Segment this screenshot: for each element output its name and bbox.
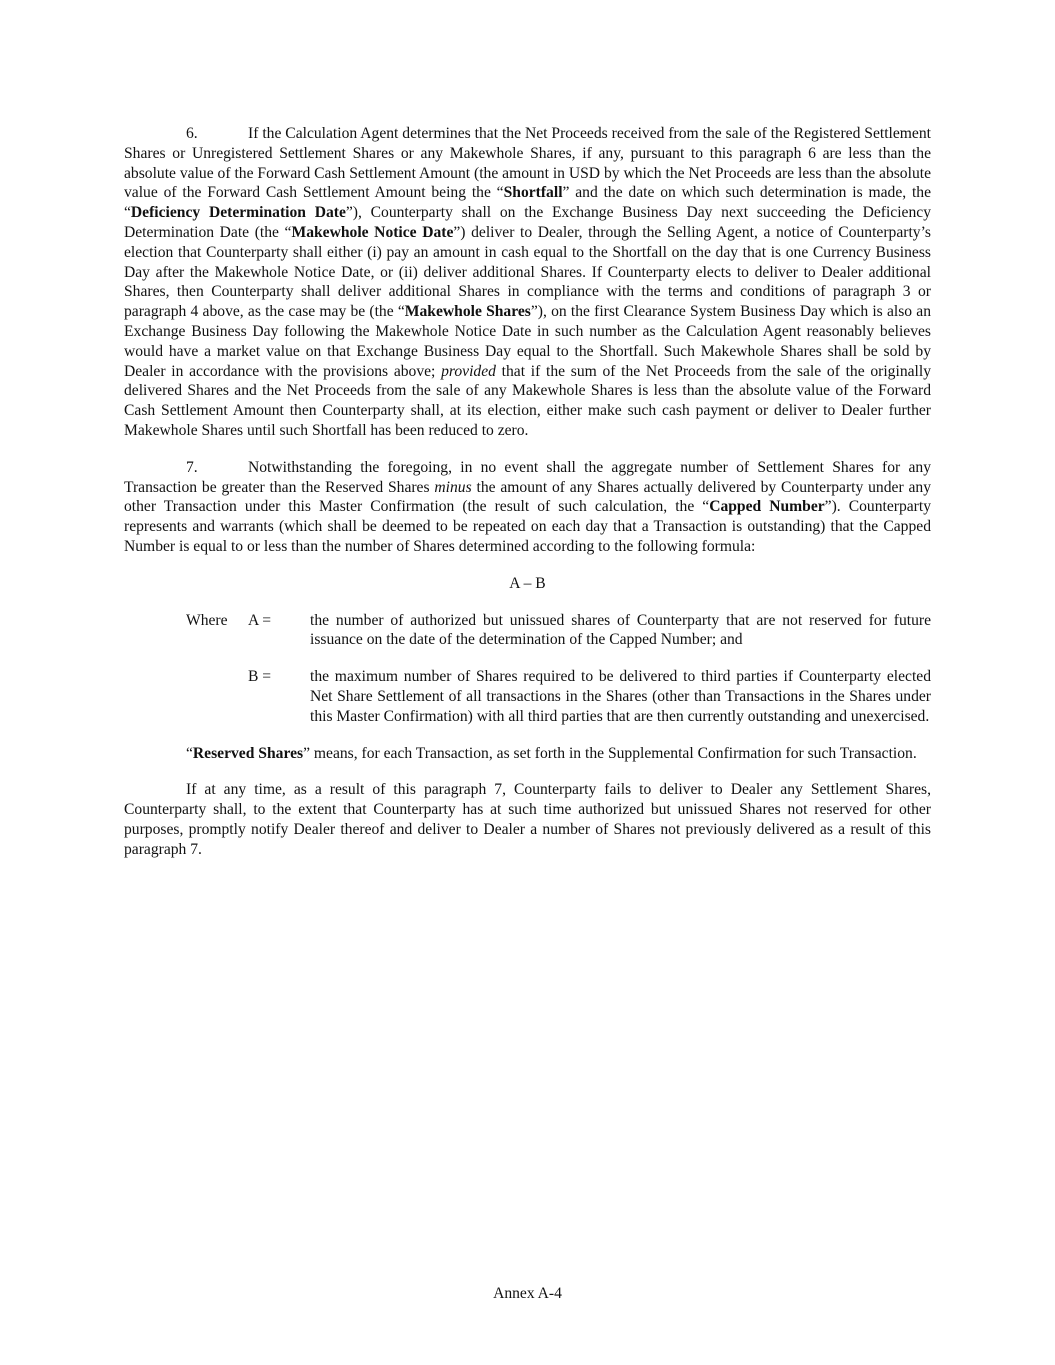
page-content (124, 124, 931, 860)
defined-term-deficiency-date: Deficiency Determination Date (130, 204, 346, 222)
final-paragraph: If at any time, as a result of this paragraph 7, Counterparty fails to deliver to Dealer any Settlement Shares, Counterparty shall, to the extent that Counterparty has at such time authorized but unissued Shares not reserved for other purposes, promptly notify Dealer thereof and deliver to Dealer a number of Shares not previously delivered as a result of this paragraph 7. (124, 781, 931, 858)
paragraph-number: 7. (186, 458, 198, 476)
defined-term-shortfall: Shortfall (503, 184, 563, 202)
defined-term-makewhole-shares: Makewhole Shares (404, 303, 531, 321)
variable-b-label: B = (248, 668, 272, 686)
definition-b (124, 667, 931, 726)
variable-a-label: A = (248, 611, 272, 629)
where-label: Where (186, 611, 228, 629)
italic-provided: provided (441, 362, 496, 380)
formula: A – B (509, 574, 546, 592)
paragraph-number: 6. (186, 125, 198, 142)
defined-term-reserved-shares: Reserved Shares (192, 744, 304, 762)
paragraph-7: 7. Notwithstanding the foregoing, in no event shall the aggregate number of Settlement Shares for any Transaction be greater than the Reserved Shares minus the amount of any Shares actually delivered by Counterparty under any other Transaction under this Master Confirmation (the result of such calculation, the “Capped Number”). Counterparty represents and warrants (which shall be deemed to be repeated on each day that a Transaction is outstanding) that the Capped Number is equal to or less than the number of Shares determined according to the following formula: (124, 458, 931, 555)
defined-term-capped-number: Capped Number (709, 498, 825, 516)
definition-a (124, 611, 931, 651)
defined-term-makewhole-notice-date: Makewhole Notice Date (291, 223, 454, 241)
reserved-shares-definition: “Reserved Shares” means, for each Transaction, as set forth in the Supplemental Confirmation for such Transaction. (186, 744, 917, 762)
italic-minus: minus (434, 478, 472, 496)
page-footer: Annex A-4 (493, 1285, 562, 1302)
paragraph-6: 6. If the Calculation Agent determines that the Net Proceeds received from the sale of the Registered Settlement Shares or Unregistered Settlement Shares or any Makewhole Shares, if any, pursuant to this paragraph 6 are less than the absolute value of the Forward Cash Settlement Amount (the amount in USD by which the Net Proceeds are less than the absolute value of the Forward Cash Settlement Amount being the “Shortfall” and the date on which such determination is made, the “Deficiency Determination Date”), Counterparty shall on the Exchange Business Day next succeeding the Deficiency Determination Date (the “Makewhole Notice Date”) deliver to Dealer, through the Selling Agent, a notice of Counterparty’s election that Counterparty shall either (i) pay an amount in cash equal to the Shortfall on the day that is one Currency Business Day after the Makewhole Notice Date, or (ii) deliver additional Shares. If Counterparty elects to deliver to Dealer additional Shares, then Counterparty shall deliver additional Shares in compliance with the terms and conditions of paragraph 3 or paragraph 4 above, as the case may be (the “Makewhole Shares”), on the first Clearance System Business Day which is also an Exchange Business Day following the Makewhole Notice Date in such number as the Calculation Agent reasonably believes would have a market value on that Exchange Business Day equal to the Shortfall. Such Makewhole Shares shall be sold by Dealer in accordance with the provisions above; provided that if the sum of the Net Proceeds from the sale of the originally delivered Shares and the Net Proceeds from the sale of any Makewhole Shares is less than the absolute value of the Forward Cash Settlement Amount then Counterparty shall, at its election, either make such cash payment or deliver to Dealer further Makewhole Shares until such Shortfall has been reduced to zero. (124, 125, 932, 439)
variable-b-text: the maximum number of Shares required to be delivered to third parties if Counterparty elected Net Share Settlement of all transactions in the Shares (other than Transactions in the Shares under this Master Confirmation) with all third parties that are then currently outstanding and unexercised. (310, 668, 931, 725)
variable-a-text: the number of authorized but unissued shares of Counterparty that are not reserved for future issuance on the date of the determination of the Capped Number; and (310, 611, 931, 649)
